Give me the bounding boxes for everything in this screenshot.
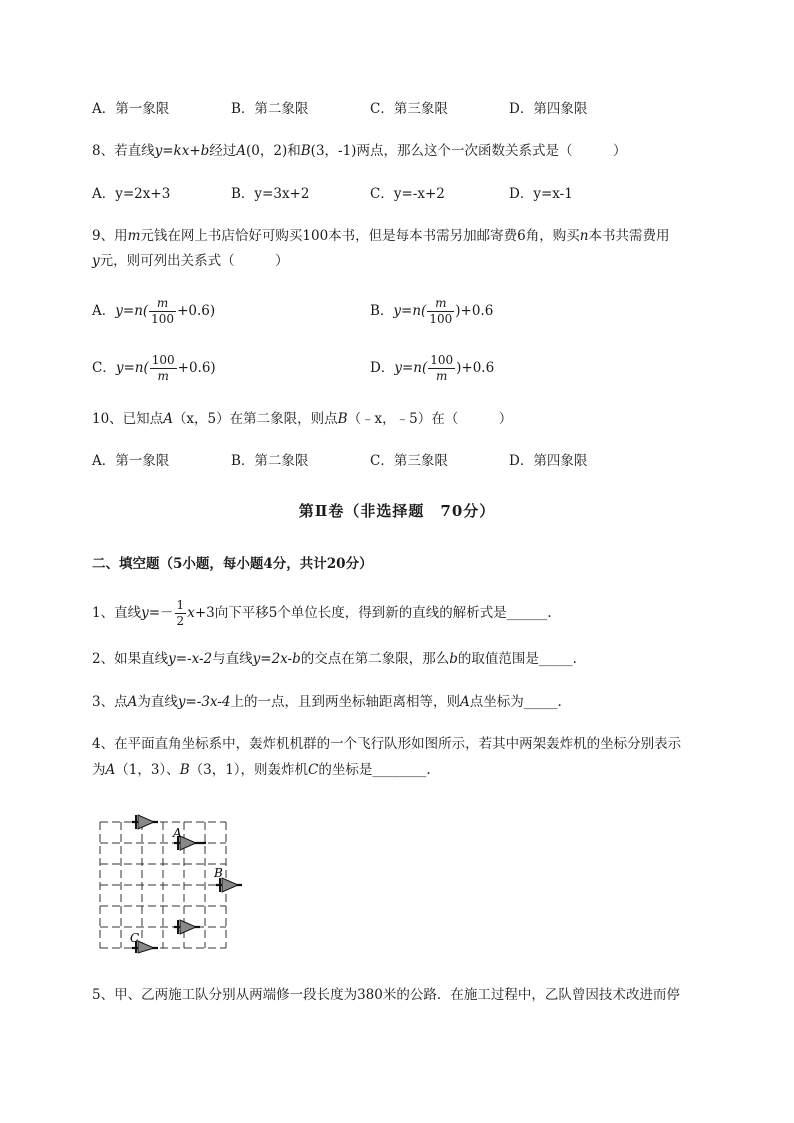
fill-question-4-line1: 4、在平面直角坐标系中，轰炸机机群的一个飞行队形如图所示，若其中两架轰炸机的坐标分别表示 [92, 736, 682, 752]
q10-option-b: B．第二象限 [231, 453, 309, 469]
question-8: 8、若直线y=kx+b经过A(0，2)和B(3，-1)两点，那么这个一次函数关系式是（ ） [92, 143, 627, 159]
fill-question-3: 3、点A为直线y=-3x-4上的一点，且到两坐标轴距离相等，则A点坐标为_____. [92, 694, 562, 710]
label-c: C [130, 931, 140, 945]
dashed-grid [100, 822, 226, 948]
q9-option-d: D．y=n( $\frac{100}{m}$ )+0.6 [370, 353, 495, 383]
q9-option-a: A．y=n( $\frac{m}{100}$ +0.6) [92, 296, 216, 326]
fraction: $\frac{1}{2}$ [176, 598, 185, 628]
q9-option-c: C．y=n( $\frac{100}{m}$ +0.6) [92, 353, 216, 383]
q8-option-d: D．y=x-1 [509, 186, 573, 202]
q7-option-d: D．第四象限 [509, 101, 588, 117]
q8-option-a: A．y=2x+3 [92, 186, 171, 202]
question-9-line2: y元，则可列出关系式（ ） [92, 253, 289, 269]
label-b: B [214, 866, 223, 880]
q8-option-b: B．y=3x+2 [231, 186, 310, 202]
fill-question-5: 5、甲、乙两施工队分别从两端修一段长度为380米的公路．在施工过程中，乙队曾因技术改进而停 [92, 987, 680, 1003]
part-2-title: 第Ⅱ卷（非选择题 70分） [298, 502, 496, 520]
plane-icon [174, 920, 200, 934]
question-10: 10、已知点A（x，5）在第二象限，则点B（﹣x，﹣5）在（ ） [92, 411, 513, 427]
fill-question-4-line2: 为A（1，3）、B（3，1），则轰炸机C的坐标是________. [92, 762, 431, 778]
formation-figure [96, 812, 246, 954]
question-9-line1: 9、用m元钱在网上书店恰好可购买100本书，但是每本书需另加邮寄费6角，购买n本书共需费用 [92, 228, 670, 244]
q10-option-a: A．第一象限 [92, 453, 170, 469]
fraction: $\frac{100}{m}$ [430, 353, 454, 383]
plane-icon [216, 878, 242, 892]
fraction: $\frac{m}{100}$ [429, 296, 453, 326]
fraction: $\frac{100}{m}$ [151, 353, 175, 383]
q9-option-b: B．y=n( $\frac{m}{100}$ )+0.6 [370, 296, 494, 326]
q10-option-d: D．第四象限 [509, 453, 588, 469]
section-2-heading: 二、填空题（5小题，每小题4分，共计20分） [92, 556, 373, 572]
q7-option-b: B．第二象限 [231, 101, 309, 117]
fill-question-1: 1、直线y=－ $\frac{1}{2}$ x+3向下平移5个单位长度，得到新的直线的解析式是______. [92, 598, 552, 628]
q8-option-c: C．y=-x+2 [370, 186, 445, 202]
fill-question-2: 2、如果直线y=-x-2与直线y=2x-b的交点在第二象限，那么b的取值范围是_____. [92, 651, 577, 667]
q10-option-c: C．第三象限 [370, 453, 448, 469]
plane-icon [132, 815, 158, 829]
q7-option-c: C．第三象限 [370, 101, 448, 117]
fraction: $\frac{m}{100}$ [151, 296, 175, 326]
q7-option-a: A．第一象限 [92, 101, 170, 117]
label-a: A [173, 826, 182, 840]
